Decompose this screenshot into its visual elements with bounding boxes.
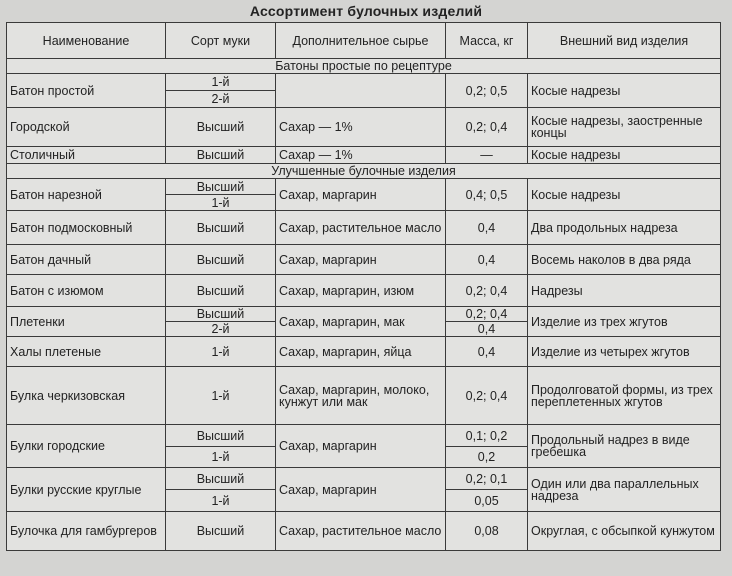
cell-look: Изделие из трех жгутов — [528, 307, 721, 337]
cell-flour: 1-й — [166, 195, 276, 211]
cell-look: Продолговатой формы, из трех переплетенных жгутов — [528, 367, 721, 425]
cell-mass: 0,1; 0,2 — [446, 425, 528, 447]
cell-flour: 1-й — [166, 490, 276, 512]
table-row — [7, 307, 721, 322]
cell-mass: 0,2; 0,1 — [446, 468, 528, 490]
cell-mass: 0,4 — [446, 337, 528, 367]
table-title: Ассортимент булочных изделий — [249, 3, 483, 19]
cell-mass: 0,08 — [446, 512, 528, 551]
cell-look: Восемь наколов в два ряда — [528, 245, 721, 275]
cell-name: Батон дачный — [7, 245, 166, 275]
cell-look: Один или два параллельных надреза — [528, 468, 721, 512]
cell-flour: Высший — [166, 147, 276, 164]
cell-extra: Сахар, растительное масло — [276, 211, 446, 245]
cell-flour: Высший — [166, 245, 276, 275]
cell-look: Косые надрезы — [528, 147, 721, 164]
cell-extra: Сахар, маргарин — [276, 245, 446, 275]
cell-mass: — — [446, 147, 528, 164]
cell-name: Столичный — [7, 147, 166, 164]
table-row — [7, 74, 721, 91]
cell-mass: 0,4 — [446, 322, 528, 337]
cell-look: Два продольных надреза — [528, 211, 721, 245]
cell-flour: Высший — [166, 211, 276, 245]
cell-extra: Сахар, маргарин, мак — [276, 307, 446, 337]
table-row — [7, 275, 721, 307]
table-row — [7, 179, 721, 195]
cell-name: Плетенки — [7, 307, 166, 337]
cell-flour: Высший — [166, 275, 276, 307]
header-extra: Дополнительное сырье — [276, 23, 446, 59]
cell-flour: 1-й — [166, 337, 276, 367]
cell-extra: Сахар — 1% — [276, 108, 446, 147]
cell-name: Батон с изюмом — [7, 275, 166, 307]
header-row — [7, 23, 721, 59]
cell-extra: Сахар, маргарин — [276, 425, 446, 468]
cell-flour: 2-й — [166, 322, 276, 337]
table-row — [7, 245, 721, 275]
cell-mass: 0,2; 0,4 — [446, 108, 528, 147]
cell-flour: Высший — [166, 512, 276, 551]
cell-look: Продольный надрез в виде гребешка — [528, 425, 721, 468]
cell-extra — [276, 74, 446, 108]
table-row — [7, 367, 721, 425]
cell-look: Косые надрезы, заостренные концы — [528, 108, 721, 147]
cell-name: Халы плетеные — [7, 337, 166, 367]
cell-name: Булки городские — [7, 425, 166, 468]
cell-name: Городской — [7, 108, 166, 147]
cell-flour: Высший — [166, 468, 276, 490]
cell-flour: 2-й — [166, 91, 276, 108]
header-flour: Сорт муки — [166, 23, 276, 59]
cell-mass: 0,2; 0,4 — [446, 275, 528, 307]
header-name: Наименование — [7, 23, 166, 59]
cell-mass: 0,2 — [446, 447, 528, 468]
cell-extra: Сахар, растительное масло — [276, 512, 446, 551]
cell-mass: 0,4; 0,5 — [446, 179, 528, 211]
section-row — [7, 164, 721, 179]
cell-name: Булка черкизовская — [7, 367, 166, 425]
cell-flour: 1-й — [166, 447, 276, 468]
cell-flour: Высший — [166, 307, 276, 322]
table-row — [7, 468, 721, 490]
cell-mass: 0,2; 0,4 — [446, 307, 528, 322]
cell-flour: Высший — [166, 179, 276, 195]
assortment-table — [6, 22, 721, 551]
table-row — [7, 337, 721, 367]
cell-name: Булочка для гамбургеров — [7, 512, 166, 551]
cell-look: Изделие из четырех жгутов — [528, 337, 721, 367]
cell-flour: Высший — [166, 108, 276, 147]
cell-look: Косые надрезы — [528, 74, 721, 108]
cell-extra: Сахар — 1% — [276, 147, 446, 164]
cell-look: Надрезы — [528, 275, 721, 307]
header-look: Внешний вид изделия — [528, 23, 721, 59]
cell-mass: 0,4 — [446, 245, 528, 275]
cell-look: Косые надрезы — [528, 179, 721, 211]
cell-mass: 0,4 — [446, 211, 528, 245]
section-title: Улучшенные булочные изделия — [7, 164, 721, 179]
cell-mass: 0,2; 0,4 — [446, 367, 528, 425]
section-title: Батоны простые по рецептуре — [7, 59, 721, 74]
cell-flour: 1-й — [166, 74, 276, 91]
table-row — [7, 108, 721, 147]
table-row — [7, 211, 721, 245]
cell-name: Батон подмосковный — [7, 211, 166, 245]
table-row — [7, 425, 721, 447]
table-row — [7, 147, 721, 164]
cell-name: Булки русские круглые — [7, 468, 166, 512]
cell-flour: Высший — [166, 425, 276, 447]
section-row — [7, 59, 721, 74]
cell-flour: 1-й — [166, 367, 276, 425]
cell-name: Батон нарезной — [7, 179, 166, 211]
cell-extra: Сахар, маргарин, изюм — [276, 275, 446, 307]
table-row — [7, 512, 721, 551]
cell-name: Батон простой — [7, 74, 166, 108]
header-mass: Масса, кг — [446, 23, 528, 59]
cell-extra: Сахар, маргарин, молоко, кунжут или мак — [276, 367, 446, 425]
cell-mass: 0,2; 0,5 — [446, 74, 528, 108]
cell-extra: Сахар, маргарин — [276, 468, 446, 512]
cell-extra: Сахар, маргарин, яйца — [276, 337, 446, 367]
cell-look: Округлая, с обсыпкой кунжутом — [528, 512, 721, 551]
cell-mass: 0,05 — [446, 490, 528, 512]
cell-extra: Сахар, маргарин — [276, 179, 446, 211]
